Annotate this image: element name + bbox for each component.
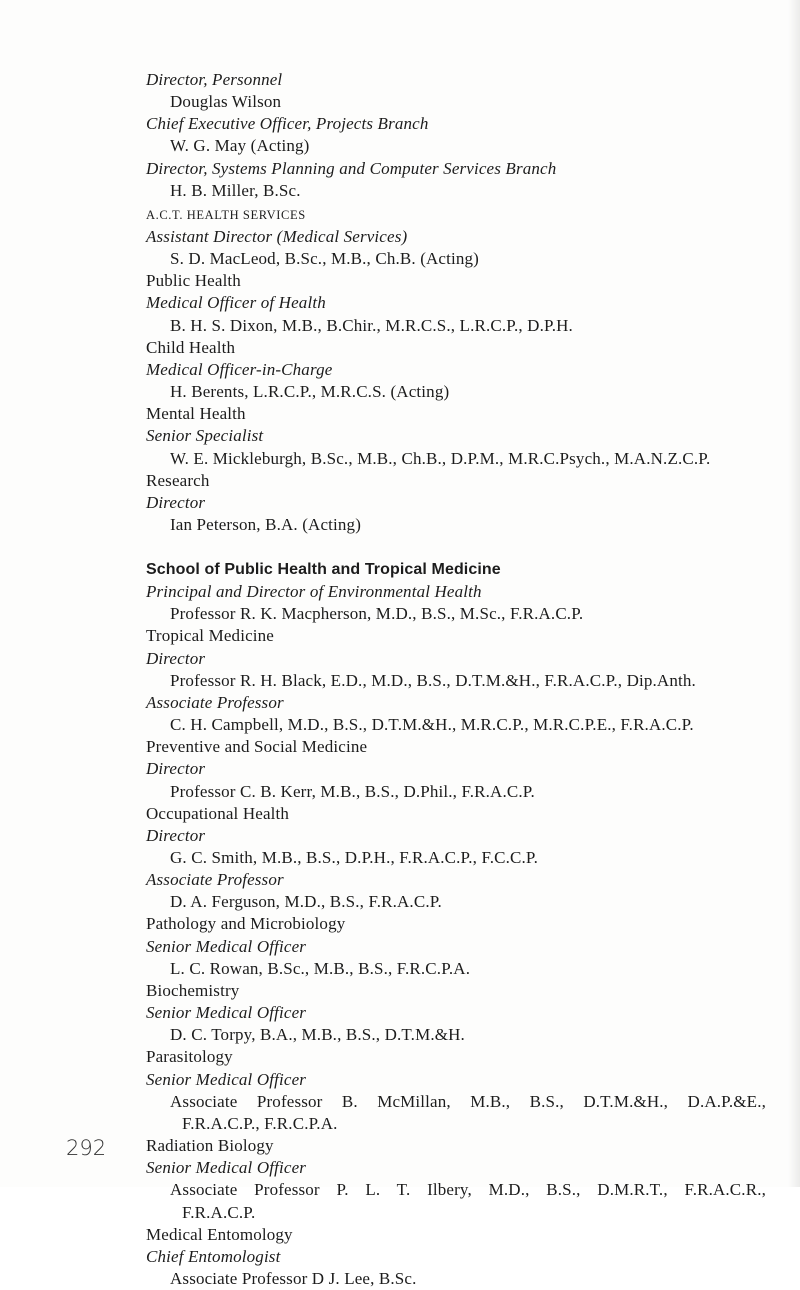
staff-name: C. H. Campbell, M.D., B.S., D.T.M.&H., M.R.C.P., M.R.C.P.E., F.R.A.C.P. — [170, 715, 694, 735]
position-title: Director, Systems Planning and Computer Services Branch — [146, 158, 557, 178]
position-title: Director — [146, 759, 206, 779]
department-heading: Public Health — [146, 271, 241, 291]
position-title: Director — [146, 648, 206, 668]
position-title: Chief Entomologist — [146, 1246, 281, 1266]
department-heading: Radiation Biology — [146, 1136, 274, 1156]
department-heading: Occupational Health — [146, 803, 290, 823]
department-heading: Child Health — [146, 337, 236, 357]
section-heading: School of Public Health and Tropical Medicine — [146, 561, 501, 579]
staff-name: H. B. Miller, B.Sc. — [170, 180, 301, 200]
position-title: Director, Personnel — [146, 70, 283, 89]
staff-name: W. G. May (Acting) — [170, 136, 310, 156]
department-heading: Mental Health — [146, 404, 246, 424]
staff-name: Associate Professor B. McMillan, M.B., B.S., D.T.M.&H., D.A.P.&E., — [170, 1091, 766, 1111]
position-title: Senior Medical Officer — [146, 936, 307, 956]
staff-name: B. H. S. Dixon, M.B., B.Chir., M.R.C.S., L.R.C.P., D.P.H. — [170, 315, 573, 335]
staff-name-continued: F.R.A.C.P., F.R.C.P.A. — [182, 1113, 338, 1133]
department-heading: Biochemistry — [146, 980, 240, 1000]
staff-name: Professor R. K. Macpherson, M.D., B.S., M.Sc., F.R.A.C.P. — [170, 604, 584, 624]
department-heading: Pathology and Microbiology — [146, 914, 346, 934]
staff-name: W. E. Mickleburgh, B.Sc., M.B., Ch.B., D.P.M., M.R.C.Psych., M.A.N.Z.C.P. — [170, 448, 711, 468]
staff-directory-listing — [146, 69, 766, 1290]
position-title: Senior Specialist — [146, 426, 264, 446]
staff-name: G. C. Smith, M.B., B.S., D.P.H., F.R.A.C.P., F.C.C.P. — [170, 848, 539, 867]
staff-name: D. A. Ferguson, M.D., B.S., F.R.A.C.P. — [170, 892, 442, 912]
position-title: Principal and Director of Environmental Health — [146, 582, 482, 602]
staff-name-continued: F.R.A.C.P. — [182, 1202, 256, 1222]
position-title: Medical Officer of Health — [146, 293, 326, 313]
staff-name: Professor C. B. Kerr, M.B., B.S., D.Phil., F.R.A.C.P. — [170, 781, 535, 801]
staff-name: Ian Peterson, B.A. (Acting) — [170, 514, 362, 534]
position-title: Senior Medical Officer — [146, 1069, 307, 1089]
department-heading: Parasitology — [146, 1047, 233, 1067]
position-title: Assistant Director (Medical Services) — [146, 226, 408, 246]
staff-name: S. D. MacLeod, B.Sc., M.B., Ch.B. (Acting) — [170, 249, 479, 269]
page-number: 292 — [66, 1136, 107, 1160]
position-title: Chief Executive Officer, Projects Branch — [146, 114, 429, 134]
department-heading: Medical Entomology — [146, 1224, 293, 1244]
department-heading: Research — [146, 470, 210, 490]
staff-name: Associate Professor D J. Lee, B.Sc. — [170, 1268, 417, 1288]
department-heading: Tropical Medicine — [146, 626, 274, 646]
position-title: Director — [146, 825, 206, 845]
division-heading: A.C.T. HEALTH SERVICES — [146, 207, 306, 222]
staff-name: Douglas Wilson — [170, 92, 282, 112]
position-title: Director — [146, 492, 206, 512]
department-heading: Preventive and Social Medicine — [146, 737, 368, 757]
position-title: Senior Medical Officer — [146, 1003, 307, 1023]
page-edge-shadow — [788, 0, 800, 1187]
staff-name: H. Berents, L.R.C.P., M.R.C.S. (Acting) — [170, 382, 450, 402]
position-title: Associate Professor — [146, 870, 284, 890]
staff-name: Professor R. H. Black, E.D., M.D., B.S., D.T.M.&H., F.R.A.C.P., Dip.Anth. — [170, 670, 696, 690]
position-title: Medical Officer-in-Charge — [146, 359, 333, 379]
staff-name: Associate Professor P. L. T. Ilbery, M.D., B.S., D.M.R.T., F.R.A.C.R., — [170, 1180, 766, 1200]
staff-name: L. C. Rowan, B.Sc., M.B., B.S., F.R.C.P.A. — [170, 958, 471, 978]
position-title: Senior Medical Officer — [146, 1158, 307, 1178]
position-title: Associate Professor — [146, 692, 284, 712]
staff-name: D. C. Torpy, B.A., M.B., B.S., D.T.M.&H. — [170, 1025, 465, 1045]
